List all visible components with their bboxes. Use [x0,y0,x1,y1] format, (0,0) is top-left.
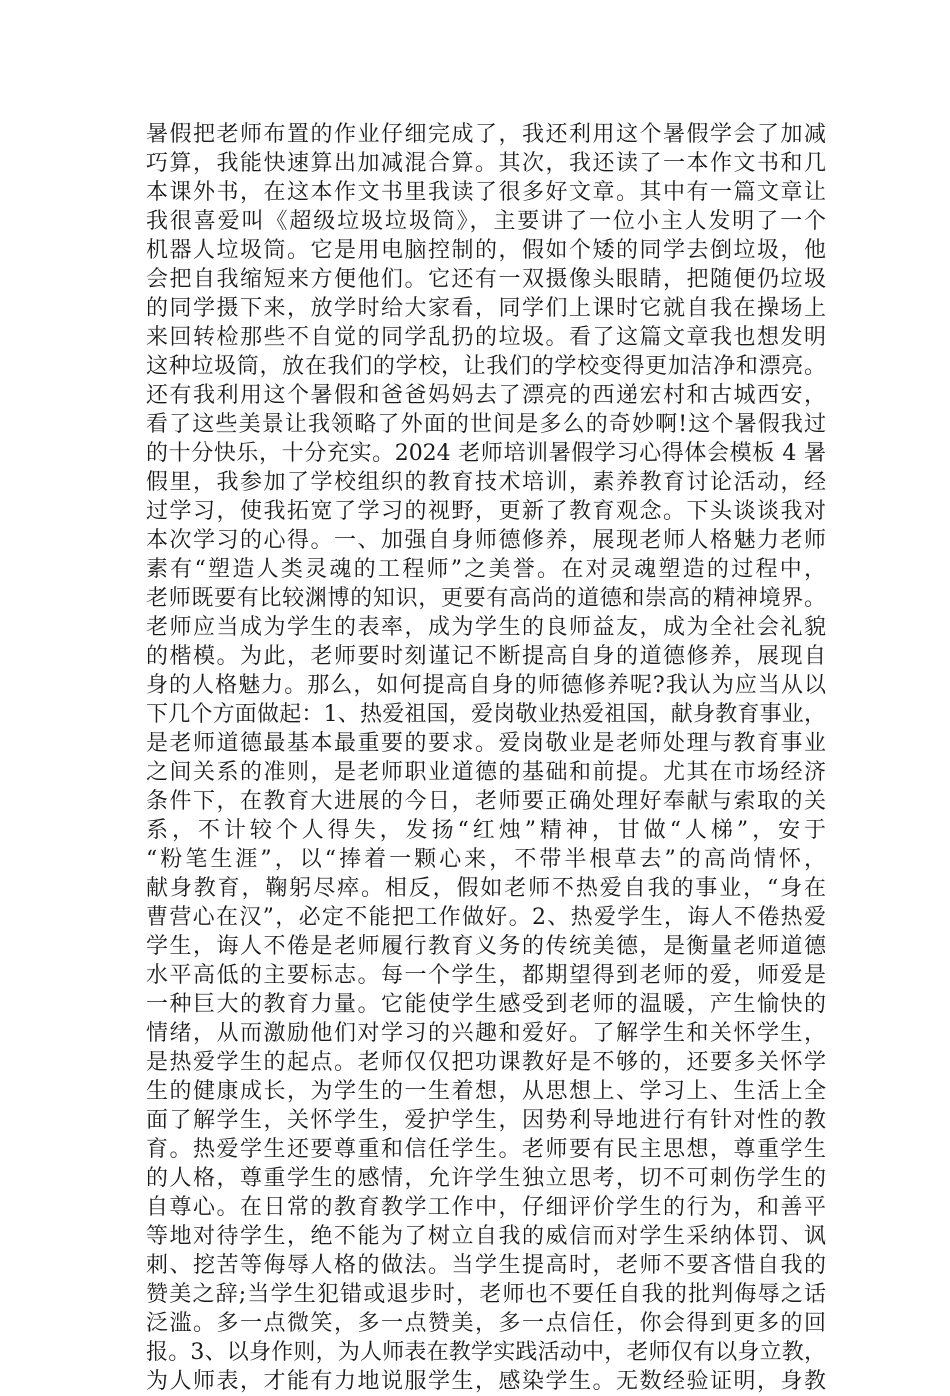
text-line: 下几个方面做起：1、热爱祖国，爱岗敬业热爱祖国，献身教育事业， [146,702,826,727]
text-line: 机器人垃圾筒。它是用电脑控制的，假如个矮的同学去倒垃圾，他 [146,238,826,263]
text-line: 本课外书，在这本作文书里我读了很多好文章。其中有一篇文章让 [146,180,826,205]
text-line: 刺、挖苦等侮辱人格的做法。当学生提高时，老师不要吝惜自我的 [146,1253,826,1278]
text-line: 还有我利用这个暑假和爸爸妈妈去了漂亮的西递宏村和古城西安， [146,383,826,408]
text-line: 这种垃圾筒，放在我们的学校，让我们的学校变得更加洁净和漂亮。 [146,354,826,379]
text-line: 等地对待学生，绝不能为了树立自我的威信而对学生采纳体罚、讽 [146,1224,826,1249]
text-line: 为人师表，才能有力地说服学生，感染学生。无数经验证明，身教 [146,1369,826,1394]
text-line: 水平高低的主要标志。每一个学生，都期望得到老师的爱，师爱是 [146,963,826,988]
text-line: 献身教育，鞠躬尽瘁。相反，假如老师不热爱自我的事业，“身在 [146,876,826,901]
text-line: 我很喜爱叫《超级垃圾垃圾筒》，主要讲了一位小主人发明了一个 [146,209,826,234]
text-line: 老师应当成为学生的表率，成为学生的良师益友，成为全社会礼貌 [146,615,826,640]
text-line: 的人格，尊重学生的感情，允许学生独立思考，切不可刺伤学生的 [146,1166,826,1191]
text-line: 面了解学生，关怀学生，爱护学生，因势利导地进行有针对性的教 [146,1108,826,1133]
text-line: 暑假把老师布置的作业仔细完成了，我还利用这个暑假学会了加减 [146,122,826,147]
text-line: 素有“塑造人类灵魂的工程师”之美誉。在对灵魂塑造的过程中， [146,557,826,582]
text-line: 看了这些美景让我领略了外面的世间是多么的奇妙啊!这个暑假我过 [146,412,826,437]
document-body [146,120,826,1396]
text-line: 的楷模。为此，老师要时刻谨记不断提高自身的道德修养，展现自 [146,644,826,669]
text-line: 会把自我缩短来方便他们。它还有一双摄像头眼睛，把随便仍垃圾 [146,267,826,292]
text-line: 之间关系的准则，是老师职业道德的基础和前提。尤其在市场经济 [146,760,826,785]
text-line: 的十分快乐，十分充实。2024 老师培训暑假学习心得体会模板 4 暑 [146,441,826,466]
text-line: 自尊心。在日常的教育教学工作中，仔细评价学生的行为，和善平 [146,1195,826,1220]
text-line: 是老师道德最基本最重要的要求。爱岗敬业是老师处理与教育事业 [146,731,826,756]
text-line: 的同学摄下来，放学时给大家看，同学们上课时它就自我在操场上 [146,296,826,321]
text-line: 生的健康成长，为学生的一生着想，从思想上、学习上、生活上全 [146,1079,826,1104]
text-line: 过学习，使我拓宽了学习的视野，更新了教育观念。下头谈谈我对 [146,499,826,524]
text-line: 来回转检那些不自觉的同学乱扔的垃圾。看了这篇文章我也想发明 [146,325,826,350]
text-line: 老师既要有比较渊博的知识，更要有高尚的道德和崇高的精神境界。 [146,586,826,611]
text-line: 赞美之辞;当学生犯错或退步时，老师也不要任自我的批判侮辱之话 [146,1282,826,1307]
text-line: 系，不计较个人得失，发扬“红烛”精神，甘做“人梯”，安于 [146,818,826,843]
text-line: 报。3、以身作则，为人师表在教学实践活动中，老师仅有以身立教， [146,1340,826,1365]
text-line: 条件下，在教育大进展的今日，老师要正确处理好奉献与索取的关 [146,789,826,814]
text-line: 巧算，我能快速算出加减混合算。其次，我还读了一本作文书和几 [146,151,826,176]
text-line: “粉笔生涯”，以“捧着一颗心来，不带半根草去”的高尚情怀， [146,847,826,872]
text-line: 曹营心在汉”，必定不能把工作做好。2、热爱学生，诲人不倦热爱 [146,905,826,930]
text-line: 是热爱学生的起点。老师仅仅把功课教好是不够的，还要多关怀学 [146,1050,826,1075]
text-line: 假里，我参加了学校组织的教育技术培训，素养教育讨论活动，经 [146,470,826,495]
text-line: 情绪，从而激励他们对学习的兴趣和爱好。了解学生和关怀学生， [146,1021,826,1046]
text-line: 身的人格魅力。那么，如何提高自身的师德修养呢?我认为应当从以 [146,673,826,698]
text-line: 泛滥。多一点微笑，多一点赞美，多一点信任，你会得到更多的回 [146,1311,826,1336]
text-line: 一种巨大的教育力量。它能使学生感受到老师的温暖，产生愉快的 [146,992,826,1017]
text-line: 育。热爱学生还要尊重和信任学生。老师要有民主思想，尊重学生 [146,1137,826,1162]
text-line: 学生，诲人不倦是老师履行教育义务的传统美德，是衡量老师道德 [146,934,826,959]
text-line: 本次学习的心得。一、加强自身师德修养，展现老师人格魅力老师 [146,528,826,553]
